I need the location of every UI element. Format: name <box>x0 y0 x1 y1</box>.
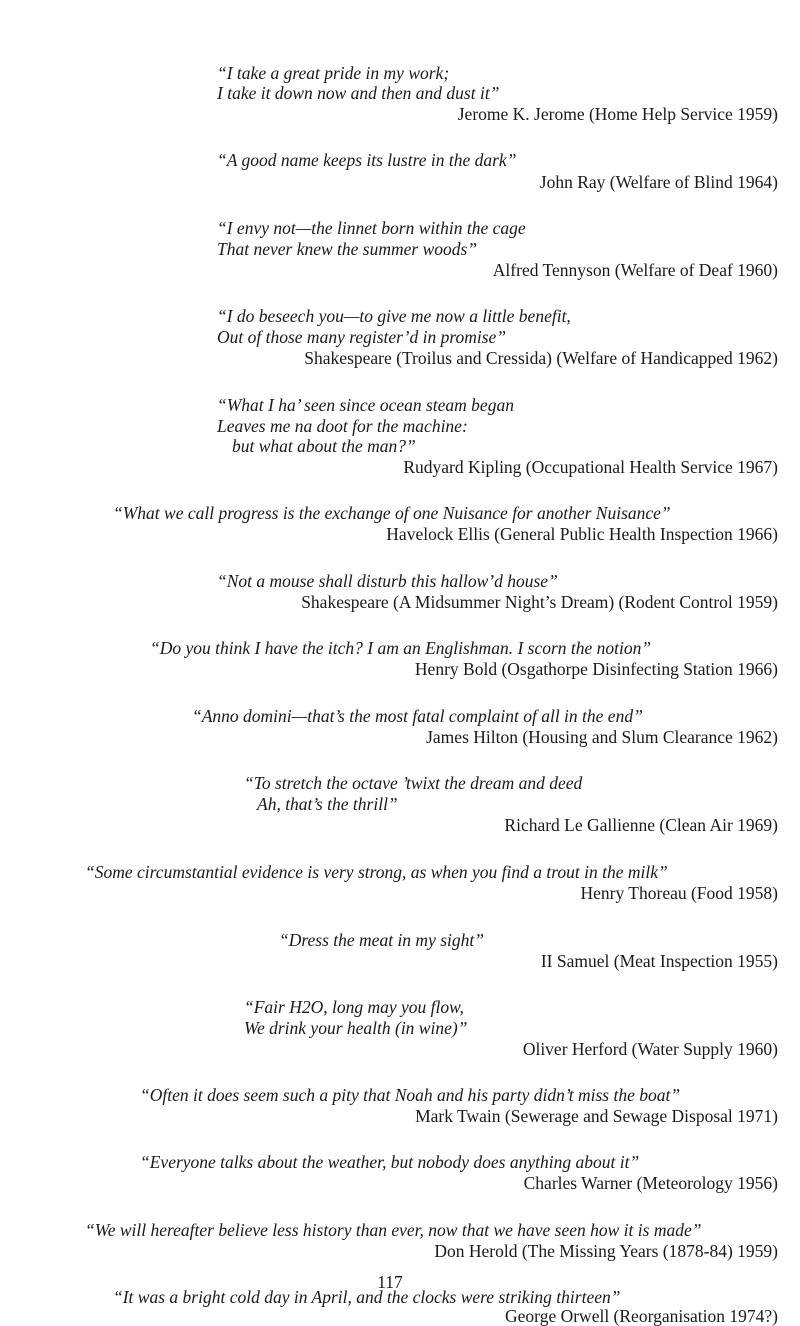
quote-line: “It was a bright cold day in April, and the clocks were striking thirteen” <box>113 1287 621 1307</box>
quote-line: “I envy not—the linnet born within the cage <box>217 218 526 238</box>
quote-line: “Dress the meat in my sight” <box>279 930 484 950</box>
quote-line: That never knew the summer woods” <box>217 239 478 259</box>
quote-line: Ah, that’s the thrill” <box>257 794 398 814</box>
quote-line: “Some circumstantial evidence is very strong, as when you find a trout in the milk” <box>85 862 668 882</box>
quote-line: “What we call progress is the exchange of one Nuisance for another Nuisance” <box>113 503 671 523</box>
quote-attribution: Shakespeare (Troilus and Cressida) (Welfare of Handicapped 1962) <box>304 348 778 368</box>
quote-attribution: George Orwell (Reorganisation 1974?) <box>505 1306 778 1326</box>
quote-line: Out of those many register’d in promise” <box>217 327 507 347</box>
quote-line: We drink your health (in wine)” <box>244 1018 468 1038</box>
quote-attribution: Mark Twain (Sewerage and Sewage Disposal 1971) <box>415 1106 778 1126</box>
quote-line: “A good name keeps its lustre in the dark” <box>217 150 517 170</box>
quote-attribution: II Samuel (Meat Inspection 1955) <box>540 951 778 971</box>
quote-attribution: Jerome K. Jerome (Home Help Service 1959) <box>457 104 778 124</box>
quote-line: “Everyone talks about the weather, but nobody does anything about it” <box>140 1152 640 1172</box>
quote-attribution: Alfred Tennyson (Welfare of Deaf 1960) <box>492 260 778 280</box>
quote-line: “Often it does seem such a pity that Noah and his party didn’t miss the boat” <box>140 1085 681 1105</box>
quote-line: I take it down now and then and dust it” <box>217 83 500 103</box>
quote-attribution: Rudyard Kipling (Occupational Health Service 1967) <box>403 457 778 477</box>
quote-attribution: Henry Thoreau (Food 1958) <box>580 883 778 903</box>
quote-attribution: Richard Le Gallienne (Clean Air 1969) <box>504 815 778 835</box>
quote-attribution: James Hilton (Housing and Slum Clearance 1962) <box>426 727 778 747</box>
quote-line: “Not a mouse shall disturb this hallow’d house” <box>217 571 558 591</box>
quote-line: Leaves me na doot for the machine: <box>217 416 468 436</box>
quote-line: “What I ha’ seen since ocean steam began <box>217 395 514 415</box>
quote-attribution: Havelock Ellis (General Public Health Inspection 1966) <box>386 524 778 544</box>
quote-line: “We will hereafter believe less history than ever, now that we have seen how it is made” <box>85 1220 702 1240</box>
quote-attribution: Charles Warner (Meteorology 1956) <box>523 1173 778 1193</box>
quote-line: “To stretch the octave ’twixt the dream and deed <box>244 773 583 793</box>
quote-line: “I take a great pride in my work; <box>217 63 450 83</box>
quote-line: “Fair H2O, long may you flow, <box>244 997 464 1017</box>
quote-attribution: Don Herold (The Missing Years (1878-84) 1959) <box>434 1241 778 1261</box>
page-number: 117 <box>377 1272 403 1292</box>
quote-line: “Anno domini—that’s the most fatal complaint of all in the end” <box>192 706 643 726</box>
quote-attribution: Henry Bold (Osgathorpe Disinfecting Station 1966) <box>414 659 778 679</box>
quote-line: “I do beseech you—to give me now a little benefit, <box>217 306 571 326</box>
quote-attribution: Oliver Herford (Water Supply 1960) <box>522 1039 778 1059</box>
quote-attribution: John Ray (Welfare of Blind 1964) <box>539 172 778 192</box>
quote-line: but what about the man?” <box>232 436 416 456</box>
quote-attribution: Shakespeare (A Midsummer Night’s Dream) (Rodent Control 1959) <box>301 592 778 612</box>
quote-line: “Do you think I have the itch? I am an Englishman. I scorn the notion” <box>150 638 652 658</box>
